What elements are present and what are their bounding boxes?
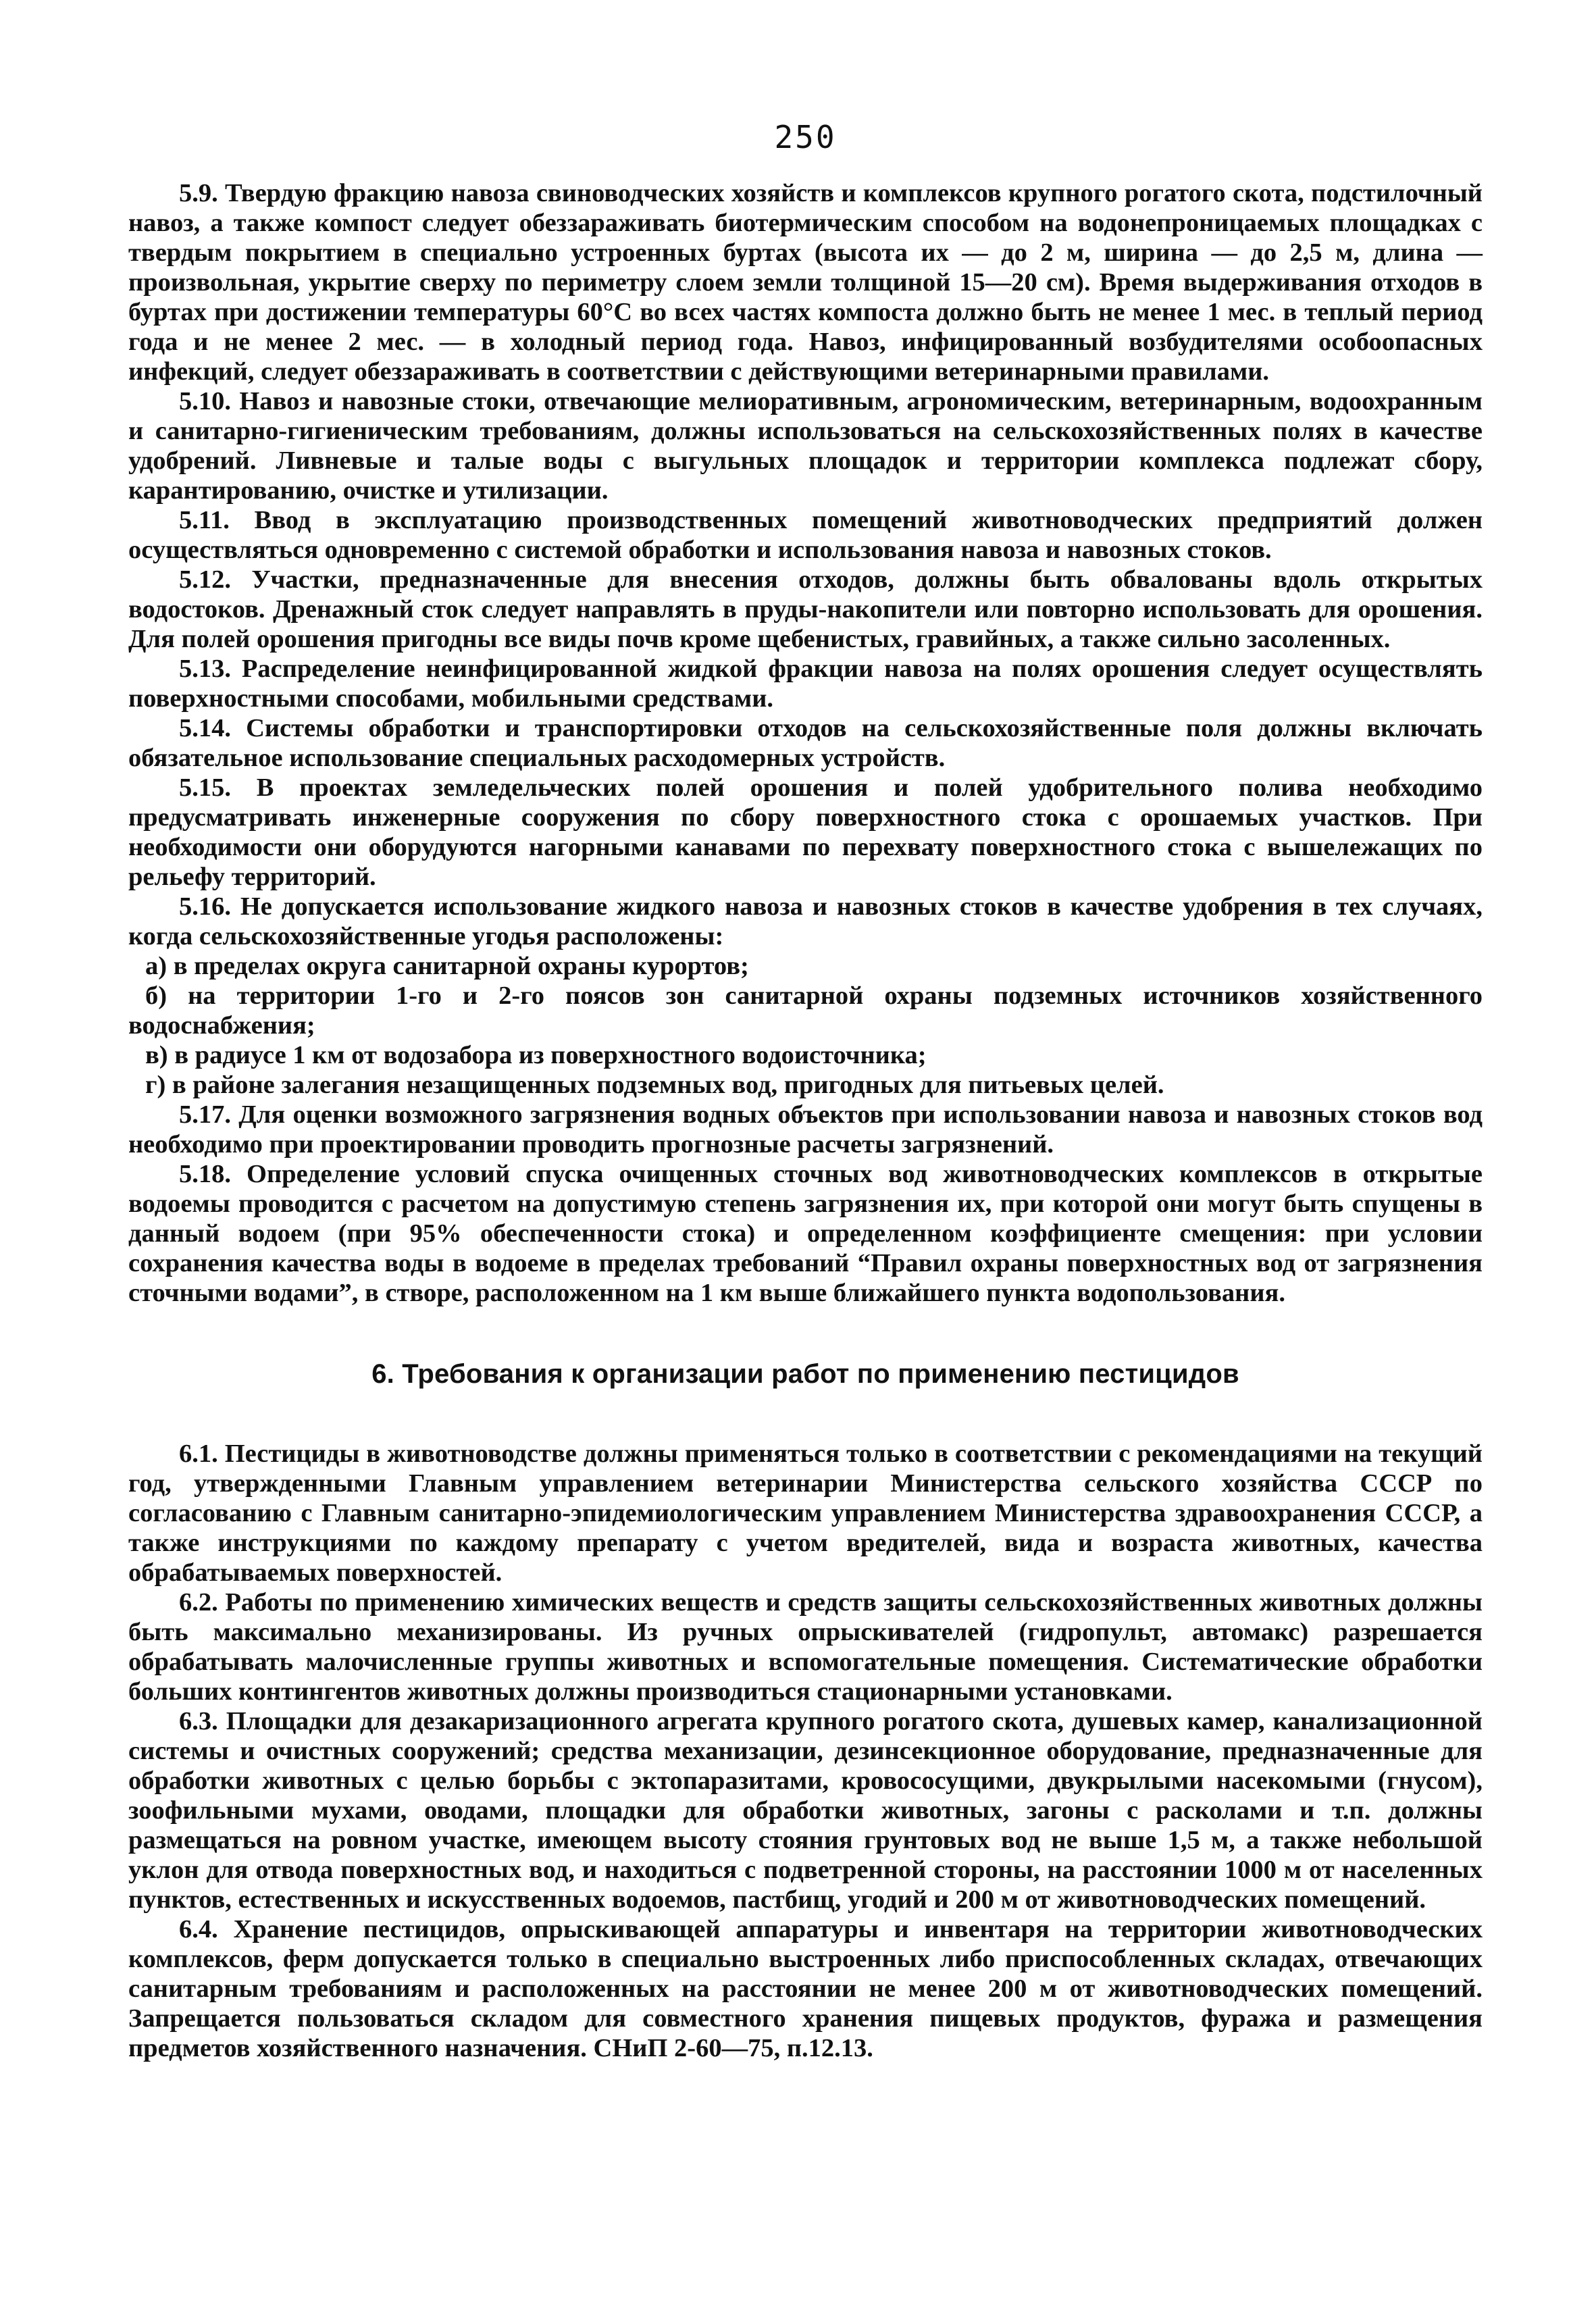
paragraph-5-10: 5.10. Навоз и навозные стоки, отвечающие мелиоративным, агрономическим, ветеринарным, водоохранным и санитарно-гигиеническим требованиям, должны использоваться на сельскохозяйственных полях в качестве удобрений. Ливневые и талые воды с выгульных площадок и территории комплекса подлежат сбору, карантированию, очистке и утилизации. [128,387,1483,505]
paragraph-6-4: 6.4. Хранение пестицидов, опрыскивающей аппаратуры и инвентаря на территории животноводческих комплексов, ферм допускается только в специально выстроенных либо приспособленных складах, отвечающих санитарным требованиям и расположенных на расстоянии не менее 200 м от животноводческих помещений. Запрещается пользоваться складом для совместного хранения пищевых продуктов, фуража и размещения предметов хозяйственного назначения. СНиП 2-60—75, п.12.13. [128,1915,1483,2062]
list-item-5-16-d: г) в районе залегания незащищенных подземных вод, пригодных для питьевых целей. [145,1071,1164,1099]
section-5 [128,178,1483,1308]
paragraph-5-18: 5.18. Определение условий спуска очищенных сточных вод животноводческих комплексов в открытые водоемы проводится с расчетом на допустимую степень загрязнения их, при которой они могут быть спущены в данный водоем (при 95% обеспеченности стока) и определенном коэффициенте смещения: при условии сохранения качества воды в водоеме в пределах требований “Правил охраны поверхностных вод от загрязнения сточными водами”, в створе, расположенном на 1 км выше ближайшего пункта водопользования. [128,1160,1483,1307]
section-6 [128,1439,1483,2063]
paragraph-5-16: 5.16. Не допускается использование жидкого навоза и навозных стоков в качестве удобрения в тех случаях, когда сельскохозяйственные угодья расположены: [128,892,1483,950]
paragraph-6-1: 6.1. Пестициды в животноводстве должны применяться только в соответствии с рекомендациями на текущий год, утвержденными Главным управлением ветеринарии Министерства сельского хозяйства СССР по согласованию с Главным санитарно-эпидемиологическим управлением Министерства здравоохранения СССР, а также инструкциями по каждому препарату с учетом вредителей, вида и возраста животных, качества обрабатываемых поверхностей. [128,1440,1483,1587]
paragraph-5-11: 5.11. Ввод в эксплуатацию производственных помещений животноводческих предприятий должен осуществляться одновременно с системой обработки и использования навоза и навозных стоков. [128,506,1483,564]
list-item-5-16-a: а) в пределах округа санитарной охраны курортов; [145,952,749,980]
document-page [128,119,1483,2063]
paragraph-6-2: 6.2. Работы по применению химических веществ и средств защиты сельскохозяйственных животных должны быть максимально механизированы. Из ручных опрыскивателей (гидропульт, автомакс) разрешается обрабатывать малочисленные группы животных и вспомогательные помещения. Систематические обработки больших контингентов животных должны производиться стационарными установками. [128,1588,1483,1706]
page-number: 250 [774,119,837,155]
paragraph-5-13: 5.13. Распределение неинфицированной жидкой фракции навоза на полях орошения следует осуществлять поверхностными способами, мобильными средствами. [128,655,1483,713]
section-6-heading: 6. Требования к организации работ по применению пестицидов [371,1359,1239,1389]
list-item-5-16-b: б) на территории 1-го и 2-го поясов зон санитарной охраны подземных источников хозяйственного водоснабжения; [128,982,1483,1040]
paragraph-5-14: 5.14. Системы обработки и транспортировки отходов на сельскохозяйственные поля должны включать обязательное использование специальных расходомерных устройств. [128,714,1483,772]
paragraph-5-15: 5.15. В проектах земледельческих полей орошения и полей удобрительного полива необходимо предусматривать инженерные сооружения по сбору поверхностного стока с орошаемых участков. При необходимости они оборудуются нагорными канавами по перехвату поверхностного стока с вышележащих по рельефу территорий. [128,773,1483,891]
paragraph-5-9: 5.9. Твердую фракцию навоза свиноводческих хозяйств и комплексов крупного рогатого скота, подстилочный навоз, а также компост следует обеззараживать биотермическим способом на водонепроницаемых площадках с твердым покрытием в специально устроенных буртах (высота их — до 2 м, ширина — до 2,5 м, длина — произвольная, укрытие сверху по периметру слоем земли толщиной 15—20 см). Время выдерживания отходов в буртах при достижении температуры 60°С во всех частях компоста должно быть не менее 1 мес. в теплый период года и не менее 2 мес. — в холодный период года. Навоз, инфицированный возбудителями особоопасных инфекций, следует обеззараживать в соответствии с действующими ветеринарными правилами. [128,179,1483,386]
list-item-5-16-c: в) в радиусе 1 км от водозабора из поверхностного водоисточника; [145,1041,927,1069]
paragraph-5-12: 5.12. Участки, предназначенные для внесения отходов, должны быть обвалованы вдоль открытых водостоков. Дренажный сток следует направлять в пруды-накопители или повторно использовать для орошения. Для полей орошения пригодны все виды почв кроме щебенистых, гравийных, а также сильно засоленных. [128,565,1483,653]
paragraph-6-3: 6.3. Площадки для дезакаризационного агрегата крупного рогатого скота, душевых камер, канализационной системы и очистных сооружений; средства механизации, дезинсекционное оборудование, предназначенные для обработки животных с целью борьбы с эктопаразитами, кровососущими, двукрылыми насекомыми (гнусом), зоофильными мухами, оводами, площадки для обработки животных, загоны с расколами и т.п. должны размещаться на ровном участке, имеющем высоту стояния грунтовых вод не выше 1,5 м, а также небольшой уклон для отвода поверхностных вод, и находиться с подветренной стороны, на расстоянии 1000 м от населенных пунктов, естественных и искусственных водоемов, пастбищ, угодий и 200 м от животноводческих помещений. [128,1707,1483,1914]
paragraph-5-17: 5.17. Для оценки возможного загрязнения водных объектов при использовании навоза и навозных стоков вод необходимо при проектировании проводить прогнозные расчеты загрязнений. [128,1100,1483,1159]
